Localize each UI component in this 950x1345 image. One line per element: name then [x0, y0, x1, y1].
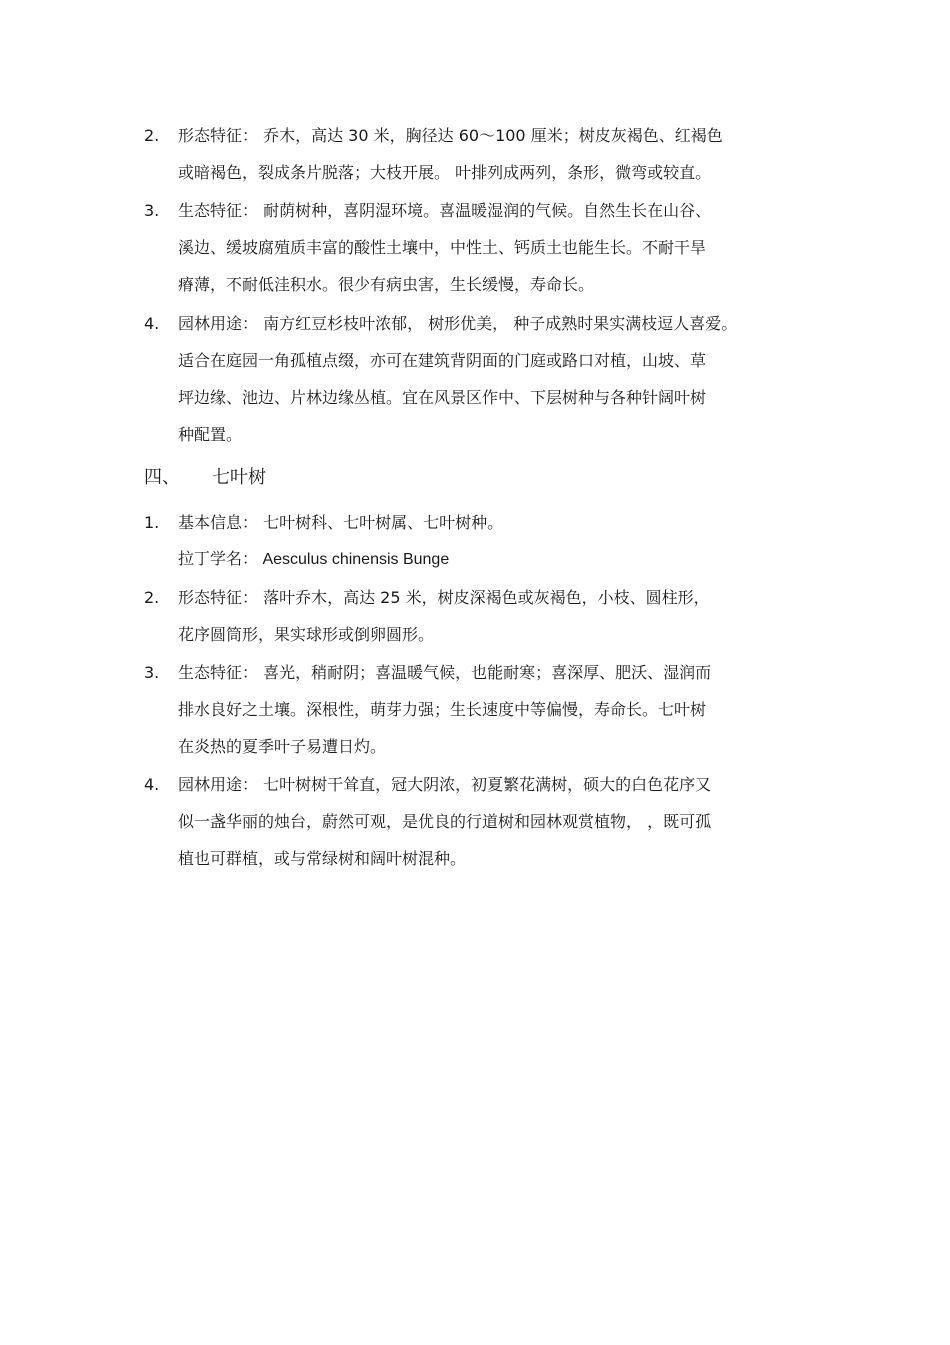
list-number: 4.	[144, 775, 160, 794]
paragraph-line: 在炎热的夏季叶子易遭日灼。	[178, 737, 387, 756]
paragraph-line: 似一盏华丽的烛台，蔚然可观，是优良的行道树和园林观赏植物， ，既可孤	[178, 812, 712, 831]
paragraph-line: 种配置。	[178, 425, 243, 444]
paragraph-line: 或暗褐色，裂成条片脱落；大枝开展。 叶排列成两列，条形，微弯或较直。	[178, 163, 712, 182]
paragraph-line: 溪边、缓坡腐殖质丰富的酸性土壤中，中性土、钙质土也能生长。不耐干旱	[178, 238, 707, 257]
list-number: 3.	[144, 201, 160, 220]
paragraph-line: 园林用途： 七叶树树干耸直，冠大阴浓，初夏繁花满树，硕大的白色花序又	[178, 775, 712, 794]
list-number: 2.	[144, 588, 160, 607]
list-item-basic-info	[144, 504, 824, 578]
paragraph-line: 基本信息： 七叶树科、七叶树属、七叶树种。	[178, 513, 504, 532]
paragraph-line: 坪边缘、池边、片林边缘丛植。宜在风景区作中、下层树种与各种针阔叶树	[178, 388, 707, 407]
paragraph-line: 形态特征： 乔木，高达 30 米，胸径达 60～100 厘米；树皮灰褐色、红褐色	[178, 126, 723, 145]
paragraph-line: 排水良好之土壤。深根性，萌芽力强；生长速度中等偏慢，寿命长。七叶树	[178, 700, 707, 719]
paragraph-line: 瘠薄，不耐低洼积水。很少有病虫害，生长缓慢，寿命长。	[178, 275, 595, 294]
paragraph-line: 适合在庭园一角孤植点缀，亦可在建筑背阴面的门庭或路口对植，山坡、草	[178, 351, 707, 370]
list-item-morphology-lower	[144, 579, 824, 653]
list-number: 2.	[144, 126, 160, 145]
paragraph-line: 花序圆筒形，果实球形或倒卵圆形。	[178, 625, 435, 644]
section-heading	[144, 462, 266, 494]
list-item-ecology-lower	[144, 654, 824, 765]
paragraph-line: 形态特征： 落叶乔木，高达 25 米，树皮深褐色或灰褐色，小枝、圆柱形，	[178, 588, 710, 607]
list-item-landscape-use-lower	[144, 766, 824, 877]
paragraph-line: 园林用途： 南方红豆杉枝叶浓郁， 树形优美， 种子成熟时果实满枝逗人喜爱。	[178, 314, 738, 333]
list-item-morphology-upper	[144, 117, 824, 191]
paragraph-line: 植也可群植，或与常绿树和阔叶树混种。	[178, 849, 467, 868]
list-number: 4.	[144, 314, 160, 333]
paragraph-line: 生态特征： 耐荫树种，喜阴湿环境。喜温暖湿润的气候。自然生长在山谷、	[178, 201, 712, 220]
paragraph-line: 生态特征： 喜光，稍耐阴；喜温暖气候，也能耐寒；喜深厚、肥沃、湿润而	[178, 663, 712, 682]
section-number: 四、	[144, 467, 180, 488]
list-number: 3.	[144, 663, 160, 682]
latin-name-line: 拉丁学名： Aesculus chinensis Bunge	[178, 551, 450, 568]
list-item-landscape-use-upper	[144, 305, 824, 453]
section-title: 七叶树	[212, 467, 266, 488]
list-item-ecology-upper	[144, 192, 824, 303]
list-number: 1.	[144, 513, 160, 532]
